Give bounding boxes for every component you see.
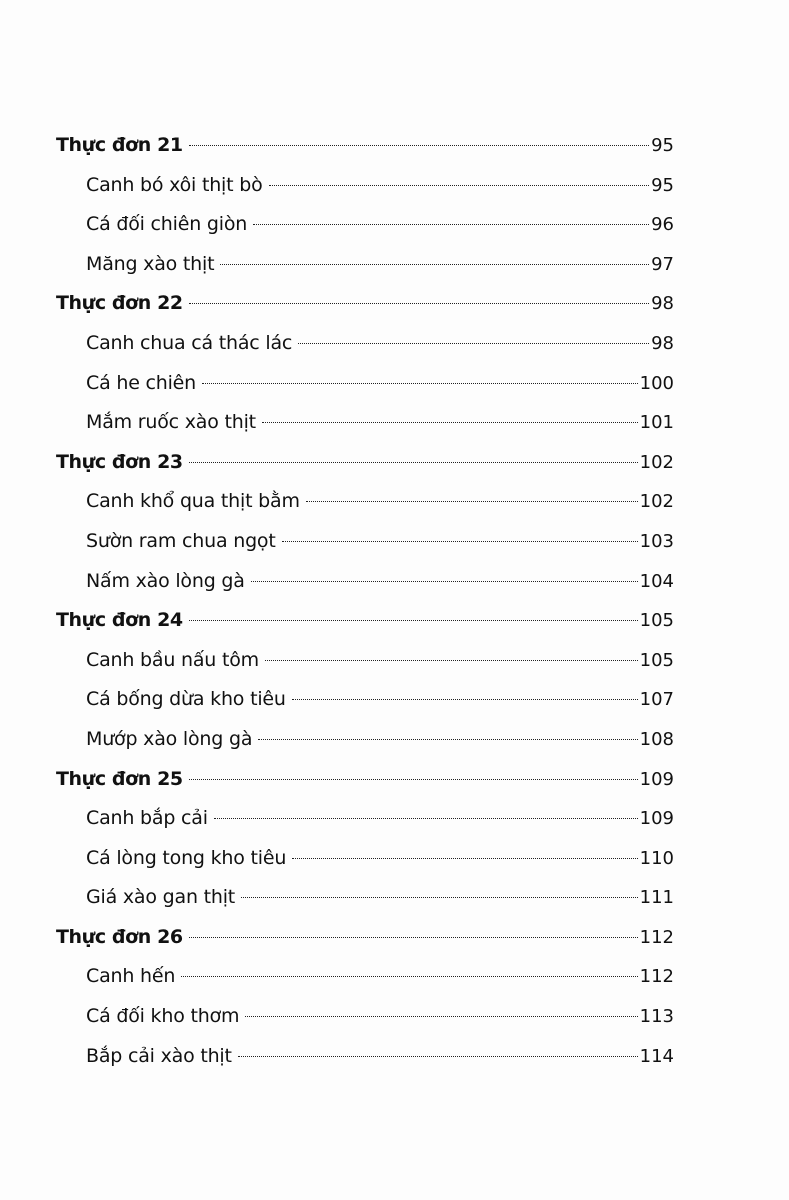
dot-leader — [202, 383, 638, 384]
toc-section-heading[interactable] — [56, 918, 674, 958]
toc-entry-title: Mắm ruốc xào thịt — [86, 411, 256, 434]
toc-entry-title: Mướp xào lòng gà — [86, 727, 253, 750]
dot-leader — [265, 660, 638, 661]
dot-leader — [189, 937, 638, 938]
toc-entry-page-number: 101 — [639, 412, 674, 434]
dot-leader — [253, 224, 649, 225]
toc-entry-page-number: 113 — [639, 1006, 674, 1028]
toc-entry-page-number: 105 — [639, 649, 674, 671]
toc-entry-page-number: 95 — [651, 174, 674, 196]
toc-entry-page-number: 102 — [639, 491, 674, 513]
toc-section-title: Thực đơn 22 — [56, 292, 183, 315]
toc-entry-page-number: 110 — [639, 847, 674, 869]
dot-leader — [181, 976, 637, 977]
toc-section-page-number: 109 — [639, 768, 674, 790]
dot-leader — [189, 620, 638, 621]
dot-leader — [306, 501, 638, 502]
toc-entry[interactable] — [56, 839, 674, 879]
toc-entry-title: Cá đối chiên giòn — [86, 213, 248, 236]
toc-entry[interactable] — [56, 482, 674, 522]
dot-leader — [189, 462, 638, 463]
toc-section-title: Thực đơn 23 — [56, 450, 183, 473]
toc-entry-title: Giá xào gan thịt — [86, 886, 236, 909]
toc-entry-title: Sườn ram chua ngọt — [86, 529, 276, 552]
dot-leader — [292, 699, 638, 700]
toc-entry-title: Canh chua cá thác lác — [86, 331, 293, 354]
toc-entry-title: Cá he chiên — [86, 371, 197, 394]
toc-entry-page-number: 111 — [639, 887, 674, 909]
toc-entry[interactable] — [56, 522, 674, 562]
toc-entry[interactable] — [56, 364, 674, 404]
dot-leader — [189, 303, 649, 304]
toc-entry-page-number: 114 — [639, 1045, 674, 1067]
toc-entry-page-number: 98 — [651, 332, 674, 354]
dot-leader — [298, 343, 649, 344]
dot-leader — [238, 1056, 638, 1057]
toc-entry-title: Cá bống dừa kho tiêu — [86, 688, 286, 711]
toc-entry[interactable] — [56, 957, 674, 997]
dot-leader — [189, 145, 649, 146]
toc-entry-page-number: 108 — [639, 728, 674, 750]
toc-entry[interactable] — [56, 1037, 674, 1077]
toc-entry[interactable] — [56, 720, 674, 760]
toc-entry[interactable] — [56, 997, 674, 1037]
dot-leader — [220, 264, 649, 265]
toc-entry[interactable] — [56, 641, 674, 681]
toc-entry[interactable] — [56, 799, 674, 839]
toc-section-page-number: 112 — [639, 926, 674, 948]
table-of-contents — [56, 126, 674, 1076]
toc-entry-page-number: 100 — [639, 372, 674, 394]
toc-section-page-number: 98 — [651, 293, 674, 315]
toc-entry[interactable] — [56, 166, 674, 206]
toc-entry-page-number: 104 — [639, 570, 674, 592]
toc-entry-title: Canh khổ qua thịt bằm — [86, 490, 300, 513]
toc-section-page-number: 102 — [639, 451, 674, 473]
toc-section-heading[interactable] — [56, 601, 674, 641]
toc-entry-title: Canh hến — [86, 965, 176, 988]
toc-section-heading[interactable] — [56, 284, 674, 324]
dot-leader — [258, 739, 637, 740]
toc-entry-title: Cá lòng tong kho tiêu — [86, 846, 287, 869]
toc-entry-page-number: 107 — [639, 689, 674, 711]
dot-leader — [189, 779, 638, 780]
toc-entry-title: Măng xào thịt — [86, 252, 215, 275]
toc-entry[interactable] — [56, 205, 674, 245]
toc-section-page-number: 95 — [651, 135, 674, 156]
dot-leader — [251, 581, 638, 582]
toc-section-title: Thực đơn 24 — [56, 609, 183, 632]
dot-leader — [214, 818, 638, 819]
toc-entry-page-number: 109 — [639, 808, 674, 830]
toc-entry[interactable] — [56, 878, 674, 918]
dot-leader — [292, 858, 637, 859]
toc-entry-title: Canh bầu nấu tôm — [86, 648, 259, 671]
toc-entry-page-number: 103 — [639, 530, 674, 552]
toc-entry[interactable] — [56, 324, 674, 364]
toc-entry-title: Cá đối kho thơm — [86, 1005, 240, 1028]
toc-section-title: Thực đơn 21 — [56, 134, 183, 156]
dot-leader — [269, 185, 650, 186]
toc-section-page-number: 105 — [639, 610, 674, 632]
toc-section-title: Thực đơn 25 — [56, 767, 183, 790]
dot-leader — [262, 422, 638, 423]
toc-section-heading[interactable] — [56, 760, 674, 800]
toc-entry[interactable] — [56, 680, 674, 720]
dot-leader — [282, 541, 638, 542]
toc-entry-title: Nấm xào lòng gà — [86, 569, 245, 592]
toc-entry-title: Canh bó xôi thịt bò — [86, 173, 263, 196]
toc-entry-title: Canh bắp cải — [86, 807, 208, 830]
toc-entry[interactable] — [56, 245, 674, 285]
dot-leader — [241, 897, 638, 898]
toc-entry[interactable] — [56, 403, 674, 443]
toc-section-title: Thực đơn 26 — [56, 925, 183, 948]
toc-entry-page-number: 97 — [651, 253, 674, 275]
toc-section-heading[interactable] — [56, 443, 674, 483]
dot-leader — [245, 1016, 637, 1017]
toc-section-heading[interactable] — [56, 126, 674, 166]
toc-entry-page-number: 112 — [639, 966, 674, 988]
toc-entry-page-number: 96 — [651, 214, 674, 236]
toc-entry-title: Bắp cải xào thịt — [86, 1044, 232, 1067]
toc-entry[interactable] — [56, 562, 674, 602]
